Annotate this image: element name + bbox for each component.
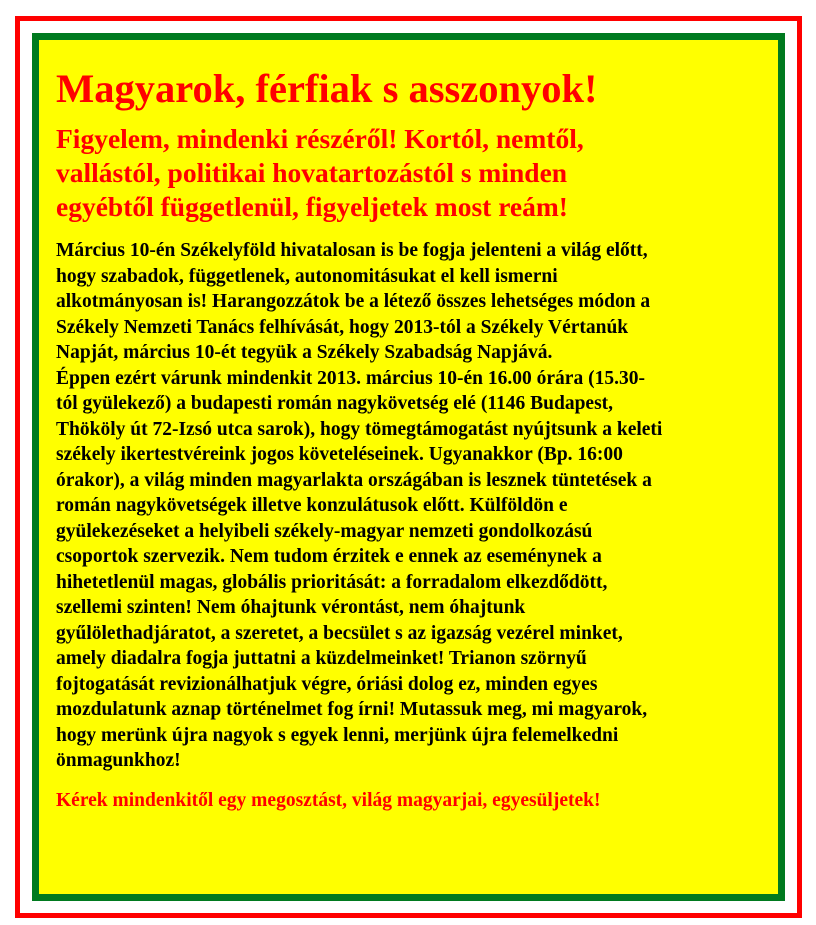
subheading-line: Figyelem, mindenki részéről! Kortól, nemtől,	[56, 123, 584, 154]
body-line: csoportok szervezik. Nem tudom érzitek e ennek az eseménynek a	[56, 546, 602, 567]
body-line: Március 10-én Székelyföld hivatalosan is be fogja jelenteni a világ előtt,	[56, 240, 648, 261]
body-line: tól gyülekező) a budapesti román nagykövetség elé (1146 Budapest,	[56, 393, 614, 414]
body-line: hogy szabadok, függetlenek, autonomitásukat el kell ismerni	[56, 265, 558, 287]
body-line: hihetetlenül magas, globális prioritását: a forradalom elkezdődött,	[56, 571, 608, 593]
body-line: Székely Nemzeti Tanács felhívását, hogy 2013-tól a Székely Vértanúk	[56, 316, 629, 338]
body-line: szellemi szinten! Nem óhajtunk vérontást, nem óhajtunk	[56, 597, 526, 618]
body-line: fojtogatását revizionálhatjuk végre, óriási dolog ez, minden egyes	[56, 673, 598, 695]
body-line: Thököly út 72-Izsó utca sarok), hogy tömegtámogatást nyújtsunk a keleti	[56, 418, 663, 440]
body-line: hogy merünk újra nagyok s egyek lenni, merjünk újra felemelkedni	[56, 724, 619, 746]
closing-text: Kérek mindenkitől egy megosztást, világ magyarjai, egyesüljetek!	[56, 789, 601, 811]
body-line: gyűlölethadjáratot, a szeretet, a becsület s az igazság vezérel minket,	[56, 622, 623, 644]
body-line: önmagunkhoz!	[56, 750, 181, 771]
body-line: mozdulatunk aznap történelmet fog írni! Mutassuk meg, mi magyarok,	[56, 699, 648, 720]
body-line: alkotmányosan is! Harangozzátok be a létező összes lehetséges módon a	[56, 291, 651, 312]
body-line: órakor), a világ minden magyarlakta országában is lesznek tüntetések a	[56, 469, 652, 491]
body-line: Éppen ezért várunk mindenkit 2013. március 10-én 16.00 órára (15.30-	[56, 367, 645, 389]
subheading-line: vallástól, politikai hovatartozástól s minden	[56, 157, 568, 188]
spellcheck-squiggle	[600, 805, 618, 806]
document-body	[56, 66, 768, 890]
closing-line	[56, 788, 768, 814]
body-paragraph	[56, 238, 768, 774]
outer-red-border	[15, 16, 802, 918]
body-line: székely ikertestvéreink jogos követeléseinek. Ugyanakkor (Bp. 16:00	[56, 444, 623, 465]
body-line: Napját, március 10-ét tegyük a Székely Szabadság Napjává.	[56, 342, 553, 363]
inner-green-border	[32, 33, 785, 901]
subheading-line: egyébtől függetlenül, figyeljetek most reám!	[56, 191, 568, 222]
body-line: gyülekezéseket a helyibeli székely-magyar nemzeti gondolkozású	[56, 520, 593, 542]
body-line: román nagykövetségek illetve konzulátusok előtt. Külföldön e	[56, 495, 568, 516]
body-line: amely diadalra fogja juttatni a küzdelmeinket! Trianon szörnyű	[56, 648, 587, 669]
subheading	[56, 122, 768, 224]
headline: Magyarok, férfiak s asszonyok!	[56, 66, 598, 111]
